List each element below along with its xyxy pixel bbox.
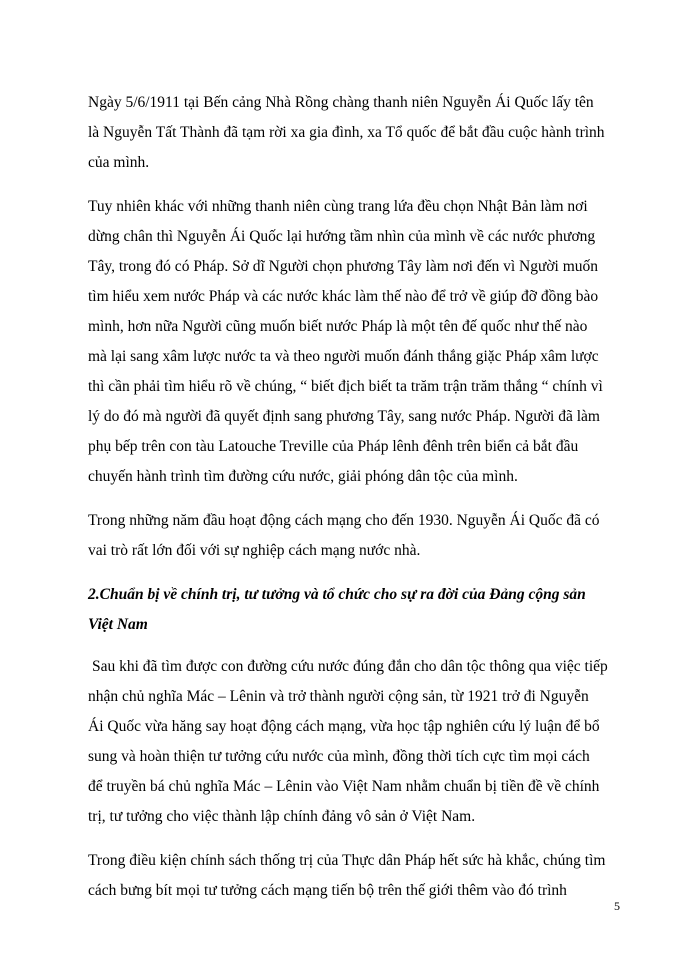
paragraph-4: Sau khi đã tìm được con đường cứu nước đúng đắn cho dân tộc thông qua việc tiếp nhận chủ nghĩa Mác – Lênin và trở thành người cộng sản, từ 1921 trở đi Nguyễn Ái Quốc vừa hăng say hoạt động cách mạng, vừa học tập nghiên cứu lý luận để bổ sung và hoàn thiện tư tưởng cứu nước của mình, đồng thời tích cực tìm mọi cách để truyền bá chủ nghĩa Mác – Lênin vào Việt Nam nhằm chuẩn bị tiền đề về chính trị, tư tưởng cho việc thành lập chính đảng vô sản ở Việt Nam. [88, 658, 608, 825]
section-heading: 2.Chuẩn bị về chính trị, tư tưởng và tổ chức cho sự ra đời của Đảng cộng sản Việt Nam [88, 586, 586, 633]
paragraph-1: Ngày 5/6/1911 tại Bến cảng Nhà Rồng chàng thanh niên Nguyễn Ái Quốc lấy tên là Nguyễn Tất Thành đã tạm rời xa gia đình, xa Tổ quốc để bắt đầu cuộc hành trình của mình. [88, 94, 605, 171]
page-number: 5 [614, 899, 620, 913]
document-body [88, 88, 608, 920]
paragraph-2: Tuy nhiên khác với những thanh niên cùng trang lứa đều chọn Nhật Bản làm nơi dừng chân thì Nguyễn Ái Quốc lại hướng tầm nhìn của mình về các nước phương Tây, trong đó có Pháp. Sở dĩ Người chọn phương Tây làm nơi đến vì Người muốn tìm hiểu xem nước Pháp và các nước khác làm thế nào để trở về giúp đỡ đồng bào mình, hơn nữa Người cũng muốn biết nước Pháp là một tên đế quốc như thế nào mà lại sang xâm lược nước ta và theo người muốn đánh thắng giặc Pháp xâm lược thì cần phải tìm hiểu rõ về chúng, “ biết địch biết ta trăm trận trăm thắng “ chính vì lý do đó mà người đã quyết định sang phương Tây, sang nước Pháp. Người đã làm phụ bếp trên con tàu Latouche Treville của Pháp lênh đênh trên biển cả bắt đầu chuyến hành trình tìm đường cứu nước, giải phóng dân tộc của mình. [88, 198, 603, 485]
paragraph-5: Trong điều kiện chính sách thống trị của Thực dân Pháp hết sức hà khắc, chúng tìm cách bưng bít mọi tư tưởng cách mạng tiến bộ trên thế giới thêm vào đó trình [88, 852, 606, 899]
paragraph-3: Trong những năm đầu hoạt động cách mạng cho đến 1930. Nguyễn Ái Quốc đã có vai trò rất lớn đối với sự nghiệp cách mạng nước nhà. [88, 512, 600, 559]
